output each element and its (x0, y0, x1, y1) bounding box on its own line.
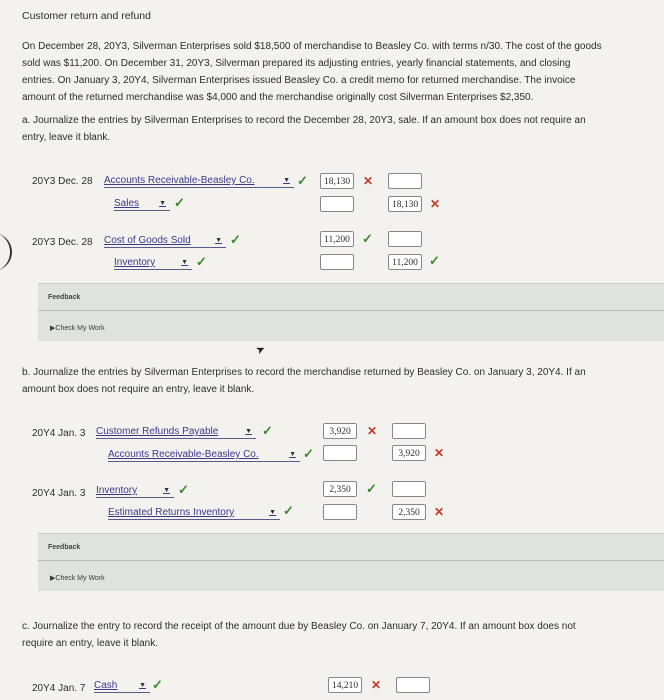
problem-description: On December 28, 20Y3, Silverman Enterprises sold $18,500 of merchandise to Beasley Co. with terms n/30. The cost of the goods sold was $11,200. On December 31, 20Y3, Silverman prepared its adjusting entries, yearly financial statements, and closing entries. On January 3, 20Y4, Silverman Enterprises issued Beasley Co. a credit memo for returned merchandise. The invoice amount of the returned merchandise was $4,000 and the merchandise originally cost Silverman Enterprises $2,350. (22, 41, 602, 103)
incorrect-icon: ✕ (430, 197, 441, 211)
incorrect-icon: ✕ (371, 678, 382, 692)
check-icon: ✓ (230, 232, 241, 247)
chevron-down-icon: ▼ (289, 451, 296, 458)
credit-amount-input[interactable] (392, 481, 426, 497)
chevron-down-icon: ▼ (245, 428, 252, 435)
account-select-debit[interactable] (96, 426, 256, 439)
check-icon: ✓ (283, 503, 294, 518)
credit-amount-input[interactable]: 18,130 (388, 196, 422, 212)
account-select-value: Customer Refunds Payable (96, 426, 219, 437)
debit-amount-input[interactable]: 18,130 (320, 173, 354, 189)
feedback-panel (38, 283, 664, 341)
check-icon: ✓ (303, 446, 314, 461)
incorrect-icon: ✕ (434, 446, 445, 460)
entry-date: 20Y4 Jan. 3 (32, 428, 86, 439)
account-select-value: Cost of Goods Sold (104, 235, 191, 246)
mouse-cursor-icon: ➤ (254, 342, 268, 358)
account-select-debit[interactable] (104, 235, 226, 248)
account-select-credit[interactable] (114, 257, 192, 270)
play-icon: ▶ (50, 325, 56, 332)
debit-amount-input[interactable] (320, 196, 354, 212)
account-select-debit[interactable] (104, 175, 294, 188)
chevron-down-icon: ▼ (139, 682, 146, 689)
account-select-credit[interactable] (108, 507, 280, 520)
credit-amount-input[interactable] (392, 423, 426, 439)
chevron-down-icon: ▼ (181, 259, 188, 266)
check-icon: ✓ (174, 195, 185, 210)
entry-date: 20Y3 Dec. 28 (32, 237, 93, 248)
check-icon: ✓ (297, 173, 308, 188)
account-select-value: Accounts Receivable-Beasley Co. (104, 175, 255, 186)
check-icon: ✓ (152, 677, 163, 692)
debit-amount-input[interactable] (320, 254, 354, 270)
part-b-question: b. Journalize the entries by Silverman Enterprises to record the merchandise returned by Beasley Co. on January 3, 20Y4. If an amount box does not require an entry, leave it blank. (22, 367, 586, 395)
incorrect-icon: ✕ (367, 424, 378, 438)
part-c-question: c. Journalize the entry to record the receipt of the amount due by Beasley Co. on January 7, 20Y4. If an amount box does not require an entry, leave it blank. (22, 621, 576, 649)
entry-date: 20Y4 Jan. 3 (32, 488, 86, 499)
debit-amount-input[interactable]: 11,200 (320, 231, 354, 247)
side-bracket-decoration (0, 233, 12, 271)
credit-amount-input[interactable]: 3,920 (392, 445, 426, 461)
check-my-work-toggle[interactable] (50, 324, 105, 332)
chevron-down-icon: ▼ (283, 177, 290, 184)
chevron-down-icon: ▼ (215, 237, 222, 244)
problem-title: Customer return and refund (22, 10, 151, 22)
credit-amount-input[interactable] (388, 231, 422, 247)
account-select-credit[interactable] (114, 198, 170, 211)
check-icon: ✓ (429, 253, 440, 268)
credit-amount-input[interactable] (396, 677, 430, 693)
feedback-title: Feedback (48, 294, 81, 301)
entry-date: 20Y4 Jan. 7 (32, 683, 86, 694)
account-select-value: Cash (94, 680, 118, 691)
debit-amount-input[interactable]: 2,350 (323, 481, 357, 497)
incorrect-icon: ✕ (363, 174, 374, 188)
account-select-value: Inventory (114, 257, 156, 268)
check-my-work-label: Check My Work (55, 575, 105, 582)
account-select-value: Estimated Returns Inventory (108, 507, 235, 518)
debit-amount-input[interactable] (323, 504, 357, 520)
divider (38, 310, 664, 311)
check-icon: ✓ (262, 423, 273, 438)
check-icon: ✓ (178, 482, 189, 497)
debit-amount-input[interactable]: 14,210 (328, 677, 362, 693)
feedback-panel (38, 533, 664, 591)
account-select-value: Inventory (96, 485, 138, 496)
part-a-question: a. Journalize the entries by Silverman Enterprises to record the December 28, 20Y3, sale. If an amount box does not require an entry, leave it blank. (22, 115, 586, 143)
incorrect-icon: ✕ (434, 505, 445, 519)
chevron-down-icon: ▼ (159, 200, 166, 207)
account-select-value: Sales (114, 198, 140, 209)
chevron-down-icon: ▼ (269, 509, 276, 516)
check-my-work-label: Check My Work (55, 325, 105, 332)
credit-amount-input[interactable]: 11,200 (388, 254, 422, 270)
account-select-credit[interactable] (108, 449, 300, 462)
check-icon: ✓ (362, 231, 373, 246)
account-select-debit[interactable] (94, 680, 150, 693)
divider (38, 560, 664, 561)
play-icon: ▶ (50, 575, 56, 582)
credit-amount-input[interactable]: 2,350 (392, 504, 426, 520)
feedback-title: Feedback (48, 544, 81, 551)
credit-amount-input[interactable] (388, 173, 422, 189)
check-icon: ✓ (366, 481, 377, 496)
check-icon: ✓ (196, 254, 207, 269)
account-select-value: Accounts Receivable-Beasley Co. (108, 449, 259, 460)
debit-amount-input[interactable]: 3,920 (323, 423, 357, 439)
debit-amount-input[interactable] (323, 445, 357, 461)
account-select-debit[interactable] (96, 485, 174, 498)
check-my-work-toggle[interactable] (50, 574, 105, 582)
chevron-down-icon: ▼ (163, 487, 170, 494)
entry-date: 20Y3 Dec. 28 (32, 176, 93, 187)
